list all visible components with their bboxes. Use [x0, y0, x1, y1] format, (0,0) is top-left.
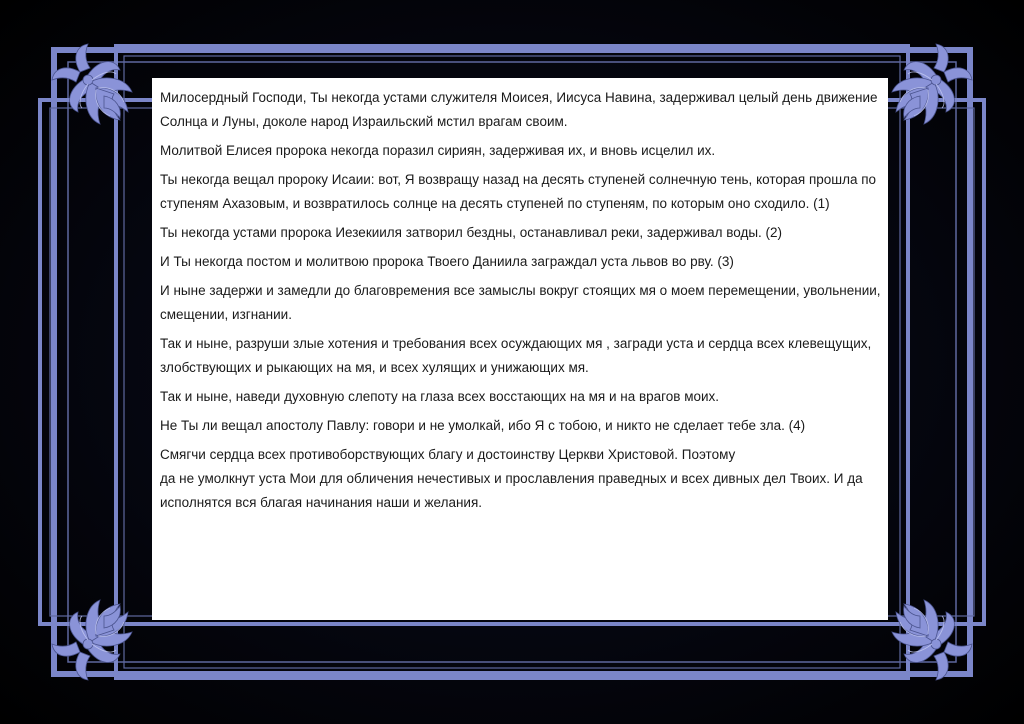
- paragraph: Молитвой Елисея пророка некогда поразил сириян, задерживая их, и вновь исцелил их.: [160, 143, 716, 158]
- paragraph: Не Ты ли вещал апостолу Павлу: говори и не умолкай, ибо Я с тобою, и никто не сделает тебе зла. (4): [160, 418, 806, 433]
- corner-ornament-icon: [52, 44, 132, 124]
- paragraph: Так и ныне, наведи духовную слепоту на глаза всех восстающих на мя и на врагов моих.: [160, 389, 720, 404]
- corner-ornament-icon: [52, 600, 132, 680]
- paragraph: Смягчи сердца всех противоборствующих благу и достоинству Церкви Христовой. Поэтому да не умолкнут уста Мои для обличения нечестивых и прославления праведных и всех дивных дел Твоих. И да исполнятся вся благая начинания наши и желания.: [160, 447, 863, 510]
- paragraph: Милосердный Господи, Ты некогда устами служителя Моисея, Иисуса Навина, задерживал целый день движение Солнца и Луны, доколе народ Израильский мстил врагам своим.: [160, 90, 882, 129]
- paragraph: Ты некогда устами пророка Иезекииля затворил бездны, останавливал реки, задерживал воды. (2): [160, 225, 783, 240]
- paragraph: Ты некогда вещал пророку Исаии: вот, Я возвращу назад на десять ступеней солнечную тень, которая прошла по ступеням Ахазовым, и возвратилось солнце на десять ступеней по ступеням, по которым оно сходило. (1): [160, 172, 880, 211]
- paragraph: Так и ныне, разруши злые хотения и требования всех осуждающих мя , загради уста и сердца всех клевещущих, злобствующих и рыкающих на мя, и всех хулящих и унижающих мя.: [160, 336, 876, 375]
- paragraph: И Ты некогда постом и молитвою пророка Твоего Даниила заграждал уста львов во рву. (3): [160, 254, 734, 269]
- paragraph: И ныне задержи и замедли до благовремения все замыслы вокруг стоящих мя о моем перемещении, увольнении, смещении, изгнании.: [160, 283, 885, 322]
- corner-ornament-icon: [892, 600, 972, 680]
- corner-ornament-icon: [892, 44, 972, 124]
- prayer-text-panel: [152, 78, 888, 620]
